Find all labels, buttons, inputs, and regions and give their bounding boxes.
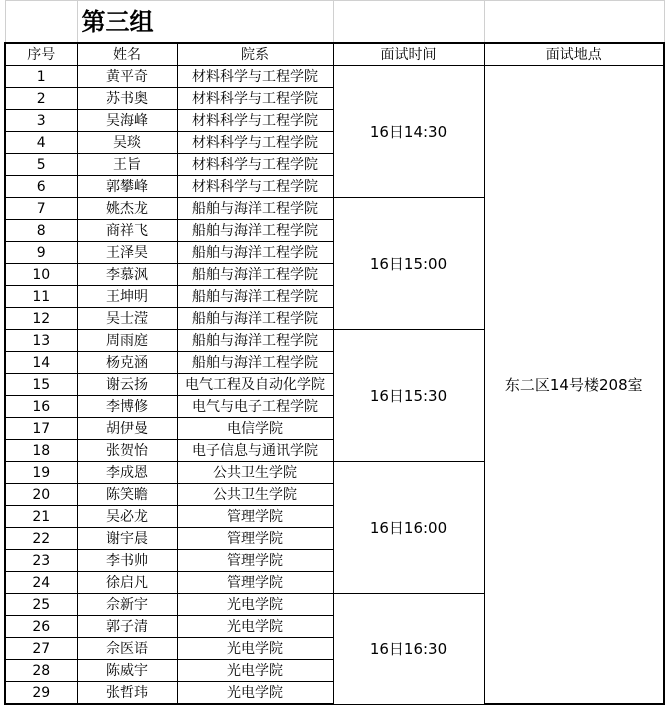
row-number: 3 bbox=[5, 110, 77, 132]
row-number: 25 bbox=[5, 594, 77, 616]
student-dept: 公共卫生学院 bbox=[177, 484, 333, 506]
row-number: 18 bbox=[5, 440, 77, 462]
student-name: 李书帅 bbox=[77, 550, 177, 572]
student-name: 谢云扬 bbox=[77, 374, 177, 396]
empty-cell bbox=[484, 1, 664, 44]
row-number: 22 bbox=[5, 528, 77, 550]
student-dept: 材料科学与工程学院 bbox=[177, 66, 333, 88]
row-number: 29 bbox=[5, 682, 77, 705]
interview-time: 16日15:00 bbox=[333, 198, 484, 330]
student-dept: 船舶与海洋工程学院 bbox=[177, 352, 333, 374]
student-name: 吴士滢 bbox=[77, 308, 177, 330]
student-dept: 电气工程及自动化学院 bbox=[177, 374, 333, 396]
student-name: 李博修 bbox=[77, 396, 177, 418]
header-time: 面试时间 bbox=[333, 43, 484, 66]
row-number: 6 bbox=[5, 176, 77, 198]
student-dept: 船舶与海洋工程学院 bbox=[177, 220, 333, 242]
row-number: 2 bbox=[5, 88, 77, 110]
interview-time: 16日15:30 bbox=[333, 330, 484, 462]
student-dept: 船舶与海洋工程学院 bbox=[177, 330, 333, 352]
row-number: 13 bbox=[5, 330, 77, 352]
student-dept: 电子信息与通讯学院 bbox=[177, 440, 333, 462]
student-dept: 管理学院 bbox=[177, 550, 333, 572]
empty-cell bbox=[333, 1, 484, 44]
header-name: 姓名 bbox=[77, 43, 177, 66]
interview-time: 16日14:30 bbox=[333, 66, 484, 198]
student-name: 吴海峰 bbox=[77, 110, 177, 132]
student-name: 张贺怡 bbox=[77, 440, 177, 462]
student-name: 郭子清 bbox=[77, 616, 177, 638]
header-row bbox=[5, 43, 664, 66]
student-dept: 船舶与海洋工程学院 bbox=[177, 198, 333, 220]
row-number: 24 bbox=[5, 572, 77, 594]
row-number: 9 bbox=[5, 242, 77, 264]
row-number: 17 bbox=[5, 418, 77, 440]
student-name: 谢宇晨 bbox=[77, 528, 177, 550]
student-dept: 材料科学与工程学院 bbox=[177, 110, 333, 132]
student-name: 李成恩 bbox=[77, 462, 177, 484]
interview-place: 东二区14号楼208室 bbox=[484, 66, 664, 705]
row-number: 11 bbox=[5, 286, 77, 308]
student-dept: 材料科学与工程学院 bbox=[177, 88, 333, 110]
row-number: 28 bbox=[5, 660, 77, 682]
student-name: 张哲玮 bbox=[77, 682, 177, 705]
student-name: 佘医语 bbox=[77, 638, 177, 660]
student-name: 郭攀峰 bbox=[77, 176, 177, 198]
row-number: 16 bbox=[5, 396, 77, 418]
title-row bbox=[5, 1, 664, 44]
row-number: 14 bbox=[5, 352, 77, 374]
row-number: 1 bbox=[5, 66, 77, 88]
student-dept: 光电学院 bbox=[177, 616, 333, 638]
student-dept: 光电学院 bbox=[177, 638, 333, 660]
row-number: 12 bbox=[5, 308, 77, 330]
row-number: 20 bbox=[5, 484, 77, 506]
student-name: 陈威宇 bbox=[77, 660, 177, 682]
row-number: 8 bbox=[5, 220, 77, 242]
empty-cell bbox=[5, 1, 77, 44]
student-name: 王坤明 bbox=[77, 286, 177, 308]
student-dept: 材料科学与工程学院 bbox=[177, 176, 333, 198]
schedule-table bbox=[4, 0, 665, 705]
student-dept: 电气与电子工程学院 bbox=[177, 396, 333, 418]
row-number: 4 bbox=[5, 132, 77, 154]
student-name: 黄平奇 bbox=[77, 66, 177, 88]
student-dept: 船舶与海洋工程学院 bbox=[177, 242, 333, 264]
row-number: 21 bbox=[5, 506, 77, 528]
student-name: 苏书奥 bbox=[77, 88, 177, 110]
student-dept: 管理学院 bbox=[177, 572, 333, 594]
row-number: 26 bbox=[5, 616, 77, 638]
row-number: 27 bbox=[5, 638, 77, 660]
student-name: 吴必龙 bbox=[77, 506, 177, 528]
student-name: 周雨庭 bbox=[77, 330, 177, 352]
student-dept: 船舶与海洋工程学院 bbox=[177, 286, 333, 308]
header-dept: 院系 bbox=[177, 43, 333, 66]
student-name: 王旨 bbox=[77, 154, 177, 176]
row-number: 7 bbox=[5, 198, 77, 220]
table-row bbox=[5, 66, 664, 88]
student-dept: 公共卫生学院 bbox=[177, 462, 333, 484]
student-name: 胡伊曼 bbox=[77, 418, 177, 440]
student-name: 姚杰龙 bbox=[77, 198, 177, 220]
group-title: 第三组 bbox=[77, 1, 333, 44]
header-no: 序号 bbox=[5, 43, 77, 66]
student-dept: 光电学院 bbox=[177, 682, 333, 705]
student-name: 陈笑瞻 bbox=[77, 484, 177, 506]
student-dept: 管理学院 bbox=[177, 528, 333, 550]
student-name: 李慕沨 bbox=[77, 264, 177, 286]
student-dept: 电信学院 bbox=[177, 418, 333, 440]
student-dept: 船舶与海洋工程学院 bbox=[177, 264, 333, 286]
row-number: 5 bbox=[5, 154, 77, 176]
interview-time: 16日16:00 bbox=[333, 462, 484, 594]
student-name: 徐启凡 bbox=[77, 572, 177, 594]
row-number: 15 bbox=[5, 374, 77, 396]
student-dept: 材料科学与工程学院 bbox=[177, 132, 333, 154]
schedule-sheet bbox=[4, 0, 665, 705]
student-dept: 船舶与海洋工程学院 bbox=[177, 308, 333, 330]
student-name: 吴琰 bbox=[77, 132, 177, 154]
student-dept: 光电学院 bbox=[177, 660, 333, 682]
row-number: 23 bbox=[5, 550, 77, 572]
row-number: 19 bbox=[5, 462, 77, 484]
row-number: 10 bbox=[5, 264, 77, 286]
student-dept: 管理学院 bbox=[177, 506, 333, 528]
header-place: 面试地点 bbox=[484, 43, 664, 66]
interview-time: 16日16:30 bbox=[333, 594, 484, 705]
student-name: 杨克涵 bbox=[77, 352, 177, 374]
student-dept: 光电学院 bbox=[177, 594, 333, 616]
student-name: 王泽昊 bbox=[77, 242, 177, 264]
table-body bbox=[5, 66, 664, 705]
student-dept: 材料科学与工程学院 bbox=[177, 154, 333, 176]
student-name: 佘新宇 bbox=[77, 594, 177, 616]
student-name: 商祥飞 bbox=[77, 220, 177, 242]
